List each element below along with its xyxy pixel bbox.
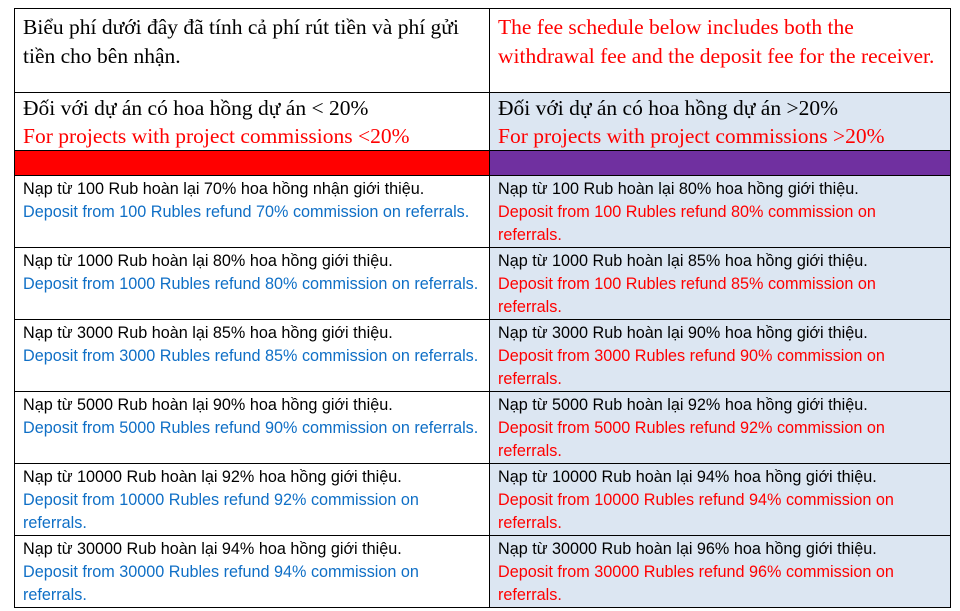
commission-vietnamese-text: Nạp từ 100 Rub hoàn lại 70% hoa hồng nhận giới thiệu. [23, 180, 425, 198]
commission-row [15, 536, 951, 608]
commission-cell-left [15, 320, 490, 392]
commission-cell-right [490, 320, 951, 392]
commission-vietnamese-text: Nạp từ 1000 Rub hoàn lại 80% hoa hồng giới thiệu. [23, 252, 393, 270]
color-bar-row [15, 151, 951, 176]
commission-english-text: Deposit from 5000 Rubles refund 92% commission on referrals. [498, 419, 885, 460]
intro-vietnamese-cell: Biểu phí dưới đây đã tính cả phí rút tiền và phí gửi tiền cho bên nhận. [15, 9, 490, 93]
commission-cell-left [15, 464, 490, 536]
commission-vietnamese-text: Nạp từ 30000 Rub hoàn lại 94% hoa hồng giới thiệu. [23, 540, 402, 558]
header-right-vietnamese: Đối với dự án có hoa hồng dự án >20% [498, 96, 838, 120]
commission-cell-left [15, 392, 490, 464]
commission-vietnamese-text: Nạp từ 5000 Rub hoàn lại 90% hoa hồng giới thiệu. [23, 396, 393, 414]
commission-row [15, 464, 951, 536]
commission-vietnamese-text: Nạp từ 10000 Rub hoàn lại 92% hoa hồng giới thiệu. [23, 468, 402, 486]
commission-vietnamese-text: Nạp từ 3000 Rub hoàn lại 85% hoa hồng giới thiệu. [23, 324, 393, 342]
commission-cell-right [490, 248, 951, 320]
header-left-english: For projects with project commissions <20% [23, 124, 410, 148]
commission-vietnamese-text: Nạp từ 1000 Rub hoàn lại 85% hoa hồng giới thiệu. [498, 252, 868, 270]
fee-schedule-table [14, 8, 951, 608]
commission-row [15, 248, 951, 320]
header-row [15, 93, 951, 151]
commission-cell-right [490, 464, 951, 536]
header-right-english: For projects with project commissions >20% [498, 124, 885, 148]
commission-row [15, 392, 951, 464]
commission-english-text: Deposit from 5000 Rubles refund 90% commission on referrals. [23, 419, 479, 437]
commission-english-text: Deposit from 10000 Rubles refund 94% commission on referrals. [498, 491, 894, 532]
commission-english-text: Deposit from 100 Rubles refund 85% commission on referrals. [498, 275, 876, 316]
commission-english-text: Deposit from 3000 Rubles refund 90% commission on referrals. [498, 347, 885, 388]
commission-cell-left [15, 176, 490, 248]
left-color-bar [15, 151, 490, 176]
commission-cell-left [15, 248, 490, 320]
commission-vietnamese-text: Nạp từ 5000 Rub hoàn lại 92% hoa hồng giới thiệu. [498, 396, 868, 414]
right-color-bar [490, 151, 951, 176]
commission-cell-right [490, 536, 951, 608]
commission-english-text: Deposit from 100 Rubles refund 80% commission on referrals. [498, 203, 876, 244]
commission-cell-right [490, 392, 951, 464]
commission-english-text: Deposit from 100 Rubles refund 70% commission on referrals. [23, 203, 470, 221]
commission-english-text: Deposit from 30000 Rubles refund 96% commission on referrals. [498, 563, 894, 604]
intro-row [15, 9, 951, 93]
commission-english-text: Deposit from 10000 Rubles refund 92% commission on referrals. [23, 491, 419, 532]
header-right-cell [490, 93, 951, 151]
commission-vietnamese-text: Nạp từ 30000 Rub hoàn lại 96% hoa hồng giới thiệu. [498, 540, 877, 558]
commission-row [15, 320, 951, 392]
commission-vietnamese-text: Nạp từ 3000 Rub hoàn lại 90% hoa hồng giới thiệu. [498, 324, 868, 342]
header-left-vietnamese: Đối với dự án có hoa hồng dự án < 20% [23, 96, 369, 120]
header-left-cell [15, 93, 490, 151]
commission-english-text: Deposit from 30000 Rubles refund 94% commission on referrals. [23, 563, 419, 604]
commission-row [15, 176, 951, 248]
commission-cell-left [15, 536, 490, 608]
commission-vietnamese-text: Nạp từ 100 Rub hoàn lại 80% hoa hồng giới thiệu. [498, 180, 859, 198]
commission-vietnamese-text: Nạp từ 10000 Rub hoàn lại 94% hoa hồng giới thiệu. [498, 468, 877, 486]
commission-cell-right [490, 176, 951, 248]
commission-english-text: Deposit from 1000 Rubles refund 80% commission on referrals. [23, 275, 479, 293]
commission-english-text: Deposit from 3000 Rubles refund 85% commission on referrals. [23, 347, 479, 365]
intro-english-cell: The fee schedule below includes both the withdrawal fee and the deposit fee for the receiver. [490, 9, 951, 93]
